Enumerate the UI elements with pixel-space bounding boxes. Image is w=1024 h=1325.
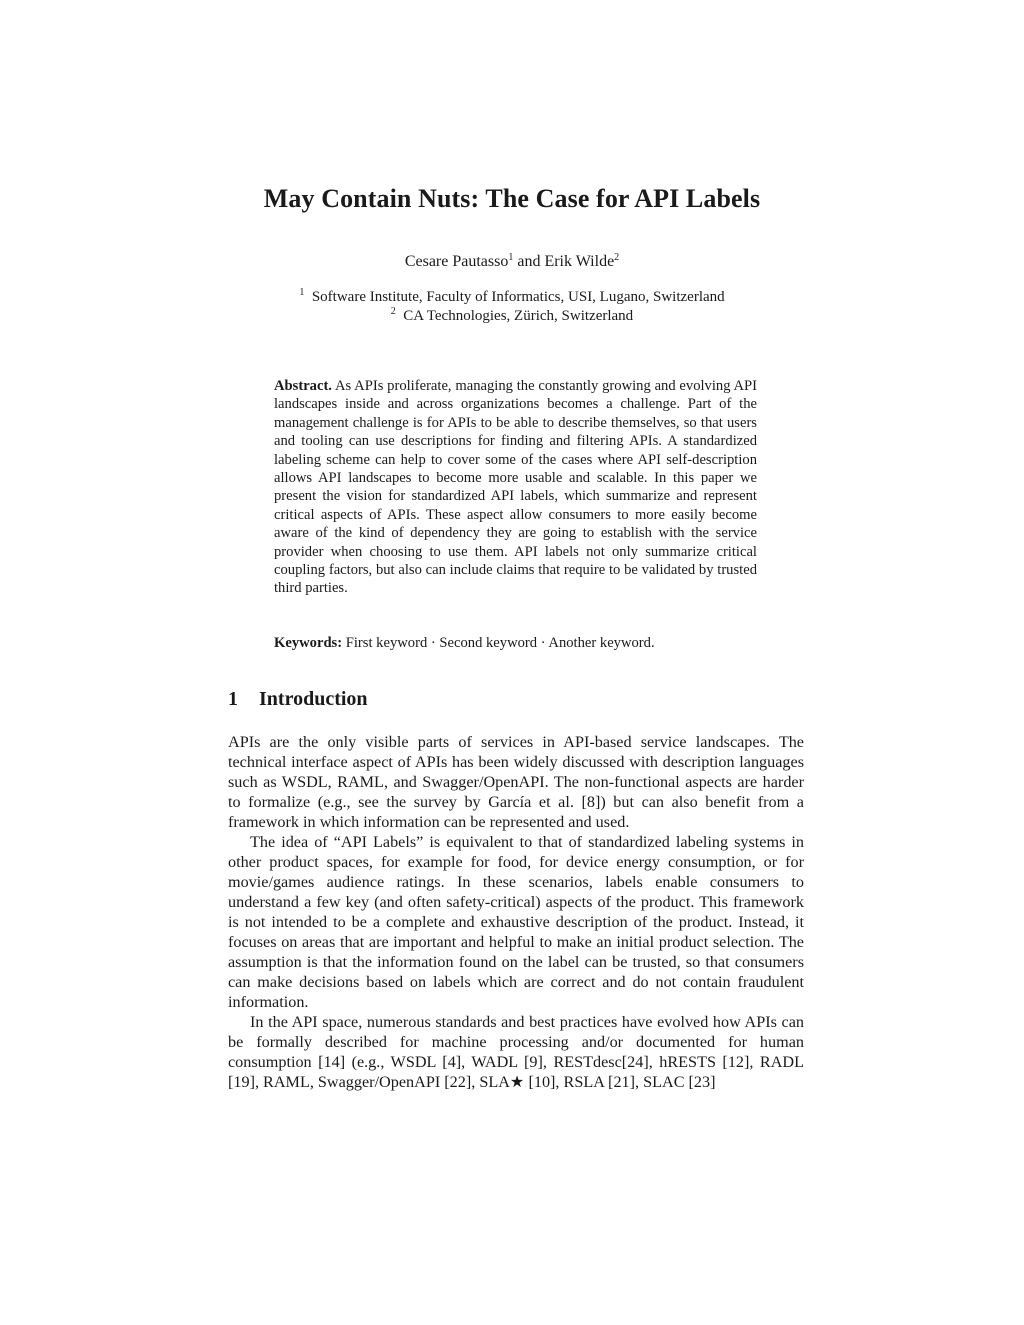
affiliation xyxy=(0,308,1024,325)
affiliation-mark: 2 xyxy=(390,306,396,317)
keywords xyxy=(274,634,757,652)
body-text xyxy=(228,732,804,1092)
affiliation-text: Software Institute, Faculty of Informatics, USI, Lugano, Switzerland xyxy=(311,289,725,305)
section-heading xyxy=(228,688,368,711)
affiliation-text: CA Technologies, Zürich, Switzerland xyxy=(403,308,634,324)
section-number: 1 xyxy=(228,688,238,710)
affiliation xyxy=(0,289,1024,306)
paragraph: In the API space, numerous standards and best practices have evolved how APIs can be formally described for machine processing and/or documented for human consumption [14] (e.g., WSDL [4], WADL [9], RESTdesc[24], hRESTS [12], RADL [19], RAML, Swagger/OpenAPI [22], SLA★ [10], RSLA [21], SLAC [23] xyxy=(228,1013,804,1091)
keywords-label: Keywords: xyxy=(274,635,343,651)
author-name: Cesare Pautasso xyxy=(404,253,509,270)
section-title: Introduction xyxy=(259,688,368,710)
affiliation-mark: 2 xyxy=(614,252,620,263)
author-line xyxy=(0,253,1024,271)
keywords-text: First keyword · Second keyword · Another keyword. xyxy=(345,635,655,651)
affiliation-mark: 1 xyxy=(508,252,514,263)
abstract-text: As APIs proliferate, managing the constantly growing and evolving API landscapes inside and across organizations becomes a challenge. Part of the management challenge is for APIs to be able to describe themselves, so that users and tooling can use descriptions for finding and filtering APIs. A standardized labeling scheme can help to cover some of the cases where API self-description allows API landscapes to become more usable and scalable. In this paper we present the vision for standardized API labels, which summarize and represent critical aspects of APIs. These aspect allow consumers to more easily become aware of the kind of dependency they are going to establish with the service provider when choosing to use them. API labels not only summarize critical coupling factors, but also can include claims that require to be validated by trusted third parties. xyxy=(274,378,758,597)
paper-title: May Contain Nuts: The Case for API Labels xyxy=(263,184,761,213)
abstract xyxy=(274,377,757,598)
author-name: Erik Wilde xyxy=(544,253,615,270)
abstract-label: Abstract. xyxy=(274,378,332,394)
author-conjunction: and xyxy=(513,253,545,270)
affiliation-mark: 1 xyxy=(299,287,305,298)
paragraph: APIs are the only visible parts of services in API-based service landscapes. The technical interface aspect of APIs has been widely discussed with description languages such as WSDL, RAML, and Swagger/OpenAPI. The non-functional aspects are harder to formalize (e.g., see the survey by García et al. [8]) but can also benefit from a framework in which information can be represented and used. xyxy=(228,733,804,831)
paragraph: The idea of “API Labels” is equivalent to that of standardized labeling systems in other product spaces, for example for food, for device energy consumption, or for movie/games audience ratings. In these scenarios, labels enable consumers to understand a few key (and often safety-critical) aspects of the product. This framework is not intended to be a complete and exhaustive description of the product. Instead, it focuses on areas that are important and helpful to make an initial product selection. The assumption is that the information found on the label can be trusted, so that consumers can make decisions based on labels which are correct and do not contain fraudulent information. xyxy=(228,833,804,1011)
